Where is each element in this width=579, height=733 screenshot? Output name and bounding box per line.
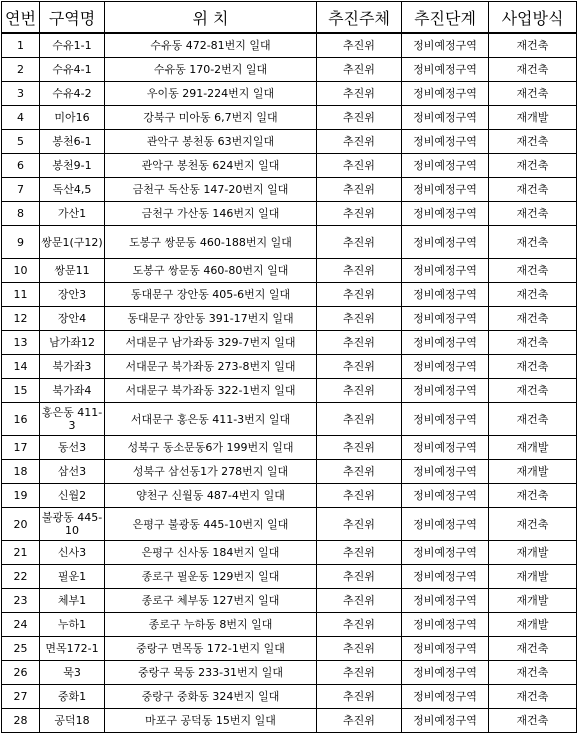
table-row	[2, 259, 577, 283]
cell-promoter: 추진위	[317, 613, 402, 637]
cell-location: 관악구 봉천동 624번지 일대	[105, 154, 317, 178]
cell-zone-name: 공덕18	[40, 709, 105, 733]
cell-zone-name: 불광동 445-10	[40, 508, 105, 541]
cell-project-type: 재개발	[489, 565, 577, 589]
cell-zone-name: 홍은동 411-3	[40, 403, 105, 436]
cell-stage: 정비예정구역	[402, 589, 489, 613]
cell-project-type: 재건축	[489, 283, 577, 307]
table-row	[2, 403, 577, 436]
cell-zone-name: 북가좌4	[40, 379, 105, 403]
cell-promoter: 추진위	[317, 661, 402, 685]
cell-number: 22	[2, 565, 40, 589]
cell-zone-name: 장안3	[40, 283, 105, 307]
cell-promoter: 추진위	[317, 460, 402, 484]
cell-stage: 정비예정구역	[402, 508, 489, 541]
cell-location: 서대문구 남가좌동 329-7번지 일대	[105, 331, 317, 355]
cell-number: 4	[2, 106, 40, 130]
cell-zone-name: 봉천9-1	[40, 154, 105, 178]
cell-number: 20	[2, 508, 40, 541]
cell-project-type: 재건축	[489, 154, 577, 178]
cell-number: 25	[2, 637, 40, 661]
cell-number: 7	[2, 178, 40, 202]
cell-number: 2	[2, 58, 40, 82]
cell-number: 9	[2, 226, 40, 259]
cell-stage: 정비예정구역	[402, 709, 489, 733]
cell-promoter: 추진위	[317, 589, 402, 613]
cell-promoter: 추진위	[317, 82, 402, 106]
cell-promoter: 추진위	[317, 178, 402, 202]
cell-zone-name: 쌍문11	[40, 259, 105, 283]
cell-promoter: 추진위	[317, 403, 402, 436]
cell-promoter: 추진위	[317, 130, 402, 154]
cell-number: 19	[2, 484, 40, 508]
redevelopment-zone-table	[1, 1, 577, 733]
cell-zone-name: 독산4,5	[40, 178, 105, 202]
cell-location: 은평구 신사동 184번지 일대	[105, 541, 317, 565]
cell-number: 27	[2, 685, 40, 709]
cell-project-type: 재건축	[489, 33, 577, 58]
cell-stage: 정비예정구역	[402, 283, 489, 307]
cell-promoter: 추진위	[317, 154, 402, 178]
cell-number: 17	[2, 436, 40, 460]
header-location: 위 치	[105, 2, 317, 34]
cell-promoter: 추진위	[317, 33, 402, 58]
cell-promoter: 추진위	[317, 484, 402, 508]
cell-number: 8	[2, 202, 40, 226]
cell-location: 도봉구 쌍문동 460-188번지 일대	[105, 226, 317, 259]
cell-promoter: 추진위	[317, 379, 402, 403]
cell-zone-name: 수유1-1	[40, 33, 105, 58]
cell-project-type: 재건축	[489, 403, 577, 436]
table-row	[2, 460, 577, 484]
cell-stage: 정비예정구역	[402, 661, 489, 685]
cell-number: 28	[2, 709, 40, 733]
cell-stage: 정비예정구역	[402, 613, 489, 637]
table-row	[2, 709, 577, 733]
cell-promoter: 추진위	[317, 307, 402, 331]
cell-project-type: 재건축	[489, 178, 577, 202]
cell-number: 14	[2, 355, 40, 379]
cell-location: 종로구 체부동 127번지 일대	[105, 589, 317, 613]
cell-stage: 정비예정구역	[402, 58, 489, 82]
cell-project-type: 재건축	[489, 58, 577, 82]
cell-number: 18	[2, 460, 40, 484]
cell-location: 동대문구 장안동 405-6번지 일대	[105, 283, 317, 307]
table-row	[2, 508, 577, 541]
table-row	[2, 613, 577, 637]
cell-zone-name: 필운1	[40, 565, 105, 589]
cell-number: 24	[2, 613, 40, 637]
cell-location: 금천구 가산동 146번지 일대	[105, 202, 317, 226]
cell-promoter: 추진위	[317, 685, 402, 709]
cell-number: 3	[2, 82, 40, 106]
cell-location: 서대문구 홍은동 411-3번지 일대	[105, 403, 317, 436]
cell-project-type: 재건축	[489, 307, 577, 331]
table-row	[2, 661, 577, 685]
cell-stage: 정비예정구역	[402, 154, 489, 178]
cell-number: 16	[2, 403, 40, 436]
header-stage: 추진단계	[402, 2, 489, 34]
table-header	[2, 2, 577, 34]
cell-promoter: 추진위	[317, 226, 402, 259]
cell-zone-name: 누하1	[40, 613, 105, 637]
cell-zone-name: 가산1	[40, 202, 105, 226]
cell-stage: 정비예정구역	[402, 331, 489, 355]
cell-stage: 정비예정구역	[402, 82, 489, 106]
cell-zone-name: 중화1	[40, 685, 105, 709]
cell-stage: 정비예정구역	[402, 307, 489, 331]
cell-project-type: 재개발	[489, 589, 577, 613]
cell-project-type: 재건축	[489, 355, 577, 379]
cell-stage: 정비예정구역	[402, 202, 489, 226]
cell-location: 동대문구 장안동 391-17번지 일대	[105, 307, 317, 331]
cell-project-type: 재건축	[489, 508, 577, 541]
cell-zone-name: 장안4	[40, 307, 105, 331]
cell-location: 수유동 170-2번지 일대	[105, 58, 317, 82]
cell-zone-name: 수유4-2	[40, 82, 105, 106]
cell-promoter: 추진위	[317, 436, 402, 460]
cell-project-type: 재건축	[489, 226, 577, 259]
cell-project-type: 재개발	[489, 541, 577, 565]
cell-project-type: 재건축	[489, 661, 577, 685]
cell-zone-name: 신사3	[40, 541, 105, 565]
table-row	[2, 355, 577, 379]
cell-stage: 정비예정구역	[402, 226, 489, 259]
cell-location: 중랑구 면목동 172-1번지 일대	[105, 637, 317, 661]
cell-stage: 정비예정구역	[402, 565, 489, 589]
table-row	[2, 637, 577, 661]
cell-location: 수유동 472-81번지 일대	[105, 33, 317, 58]
header-number: 연번	[2, 2, 40, 34]
cell-location: 강북구 미아동 6,7번지 일대	[105, 106, 317, 130]
cell-number: 21	[2, 541, 40, 565]
table-row	[2, 106, 577, 130]
table-row	[2, 589, 577, 613]
table-body	[2, 33, 577, 733]
cell-number: 23	[2, 589, 40, 613]
cell-zone-name: 신월2	[40, 484, 105, 508]
cell-stage: 정비예정구역	[402, 484, 489, 508]
cell-location: 종로구 누하동 8번지 일대	[105, 613, 317, 637]
cell-promoter: 추진위	[317, 259, 402, 283]
cell-number: 13	[2, 331, 40, 355]
cell-zone-name: 쌍문1(구12)	[40, 226, 105, 259]
cell-project-type: 재개발	[489, 106, 577, 130]
cell-project-type: 재건축	[489, 130, 577, 154]
table-row	[2, 565, 577, 589]
cell-stage: 정비예정구역	[402, 436, 489, 460]
header-project-type: 사업방식	[489, 2, 577, 34]
cell-zone-name: 묵3	[40, 661, 105, 685]
cell-project-type: 재건축	[489, 637, 577, 661]
cell-promoter: 추진위	[317, 709, 402, 733]
cell-project-type: 재건축	[489, 484, 577, 508]
cell-zone-name: 미아16	[40, 106, 105, 130]
table-row	[2, 82, 577, 106]
table-row	[2, 436, 577, 460]
cell-zone-name: 체부1	[40, 589, 105, 613]
cell-stage: 정비예정구역	[402, 259, 489, 283]
cell-number: 26	[2, 661, 40, 685]
cell-stage: 정비예정구역	[402, 460, 489, 484]
header-row	[2, 2, 577, 34]
table-row	[2, 58, 577, 82]
cell-zone-name: 남가좌12	[40, 331, 105, 355]
cell-stage: 정비예정구역	[402, 106, 489, 130]
cell-promoter: 추진위	[317, 283, 402, 307]
cell-location: 중랑구 중화동 324번지 일대	[105, 685, 317, 709]
cell-promoter: 추진위	[317, 202, 402, 226]
table-row	[2, 130, 577, 154]
table-row	[2, 202, 577, 226]
cell-promoter: 추진위	[317, 331, 402, 355]
cell-promoter: 추진위	[317, 508, 402, 541]
table-row	[2, 541, 577, 565]
cell-stage: 정비예정구역	[402, 685, 489, 709]
cell-stage: 정비예정구역	[402, 379, 489, 403]
cell-promoter: 추진위	[317, 355, 402, 379]
cell-project-type: 재건축	[489, 331, 577, 355]
cell-project-type: 재개발	[489, 613, 577, 637]
cell-location: 은평구 불광동 445-10번지 일대	[105, 508, 317, 541]
cell-number: 11	[2, 283, 40, 307]
cell-number: 15	[2, 379, 40, 403]
cell-promoter: 추진위	[317, 637, 402, 661]
cell-number: 10	[2, 259, 40, 283]
cell-promoter: 추진위	[317, 541, 402, 565]
cell-number: 12	[2, 307, 40, 331]
cell-location: 우이동 291-224번지 일대	[105, 82, 317, 106]
cell-location: 금천구 독산동 147-20번지 일대	[105, 178, 317, 202]
cell-project-type: 재건축	[489, 82, 577, 106]
table-row	[2, 178, 577, 202]
cell-location: 도봉구 쌍문동 460-80번지 일대	[105, 259, 317, 283]
table-row	[2, 154, 577, 178]
cell-stage: 정비예정구역	[402, 130, 489, 154]
table-row	[2, 307, 577, 331]
cell-stage: 정비예정구역	[402, 637, 489, 661]
cell-location: 서대문구 북가좌동 322-1번지 일대	[105, 379, 317, 403]
cell-promoter: 추진위	[317, 565, 402, 589]
cell-project-type: 재건축	[489, 259, 577, 283]
cell-zone-name: 수유4-1	[40, 58, 105, 82]
table-row	[2, 484, 577, 508]
header-promoter: 추진주체	[317, 2, 402, 34]
cell-project-type: 재개발	[489, 460, 577, 484]
table-row	[2, 283, 577, 307]
cell-project-type: 재건축	[489, 685, 577, 709]
cell-project-type: 재개발	[489, 436, 577, 460]
cell-zone-name: 북가좌3	[40, 355, 105, 379]
cell-promoter: 추진위	[317, 106, 402, 130]
cell-number: 1	[2, 33, 40, 58]
table-row	[2, 226, 577, 259]
cell-location: 서대문구 북가좌동 273-8번지 일대	[105, 355, 317, 379]
header-zone-name: 구역명	[40, 2, 105, 34]
cell-stage: 정비예정구역	[402, 178, 489, 202]
cell-location: 중랑구 묵동 233-31번지 일대	[105, 661, 317, 685]
cell-project-type: 재건축	[489, 709, 577, 733]
cell-location: 종로구 필운동 129번지 일대	[105, 565, 317, 589]
cell-number: 5	[2, 130, 40, 154]
cell-promoter: 추진위	[317, 58, 402, 82]
cell-location: 성북구 동소문동6가 199번지 일대	[105, 436, 317, 460]
cell-project-type: 재건축	[489, 379, 577, 403]
cell-zone-name: 동선3	[40, 436, 105, 460]
cell-stage: 정비예정구역	[402, 33, 489, 58]
cell-project-type: 재건축	[489, 202, 577, 226]
cell-zone-name: 삼선3	[40, 460, 105, 484]
cell-zone-name: 봉천6-1	[40, 130, 105, 154]
cell-stage: 정비예정구역	[402, 541, 489, 565]
cell-location: 마포구 공덕동 15번지 일대	[105, 709, 317, 733]
table-row	[2, 33, 577, 58]
cell-number: 6	[2, 154, 40, 178]
cell-location: 관악구 봉천동 63번지일대	[105, 130, 317, 154]
cell-location: 성북구 삼선동1가 278번지 일대	[105, 460, 317, 484]
cell-location: 양천구 신월동 487-4번지 일대	[105, 484, 317, 508]
cell-stage: 정비예정구역	[402, 403, 489, 436]
cell-stage: 정비예정구역	[402, 355, 489, 379]
table-row	[2, 685, 577, 709]
table-row	[2, 331, 577, 355]
table-row	[2, 379, 577, 403]
cell-zone-name: 면목172-1	[40, 637, 105, 661]
